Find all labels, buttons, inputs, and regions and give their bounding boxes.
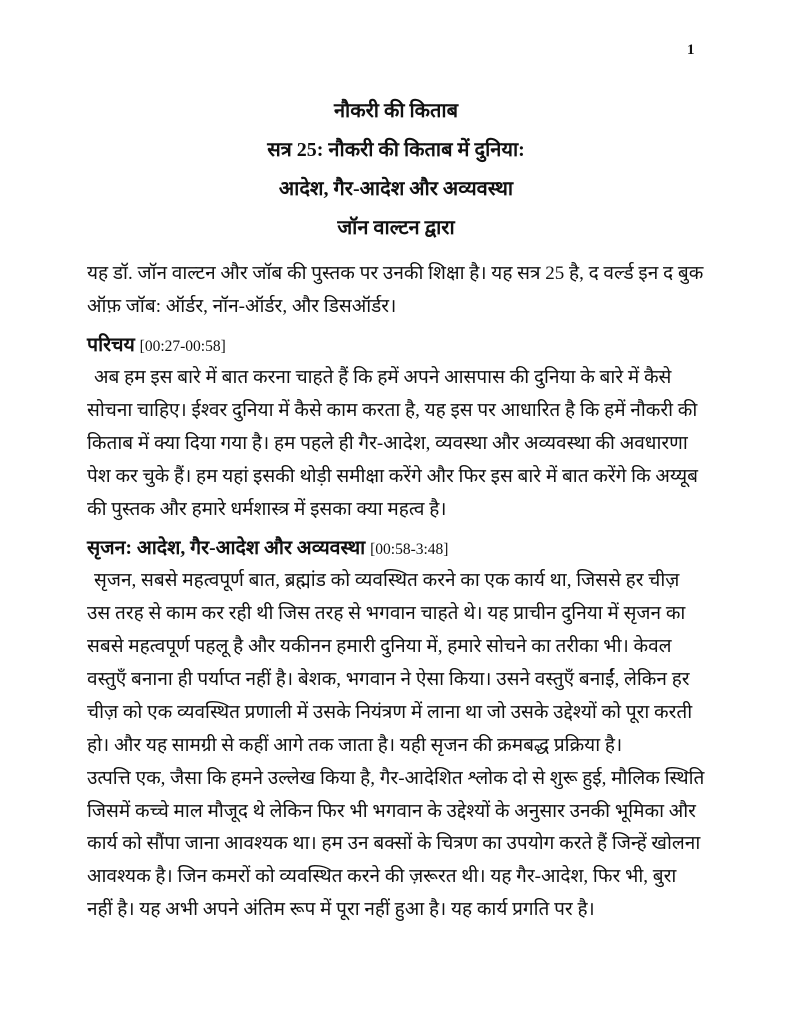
section-timestamp: [00:58-3:48] (370, 540, 449, 558)
section-heading-text: सृजन: आदेश, गैर-आदेश और अव्यवस्था (87, 537, 366, 559)
creation-paragraph-1: सृजन, सबसे महत्वपूर्ण बात, ब्रह्मांड को व्यवस्थित करने का एक कार्य था, जिससे हर चीज़ उस तरह से काम कर रही थी जिस तरह से भगवान चाहते थे। यह प्राचीन दुनिया में सृजन का सबसे महत्वपूर्ण पहलू है और यकीनन हमारी दुनिया में, हमारे सोचने का तरीका भी। केवल वस्तुएँ बनाना ही पर्याप्त नहीं है। बेशक, भगवान ने ऐसा किया। उसने वस्तुएँ बनाईं, लेकिन हर चीज़ को एक व्यवस्थित प्रणाली में उसके नियंत्रण में लाना था जो उसके उद्देश्यों को पूरा करती हो। और यह सामग्री से कहीं आगे तक जाता है। यही सृजन की क्रमबद्ध प्रक्रिया है। (87, 570, 693, 756)
creation-paragraph-2: उत्पत्ति एक, जैसा कि हमने उल्लेख किया है, गैर-आदेशित श्लोक दो से शुरू हुई, मौलिक स्थिति जिसमें कच्चे माल मौजूद थे लेकिन फिर भी भगवान के उद्देश्यों के अनुसार उनकी भूमिका और कार्य को सौंपा जाना आवश्यक था। हम उन बक्सों के चित्रण का उपयोग करते हैं जिन्हें खोलना आवश्यक है। जिन कमरों को व्यवस्थित करने की ज़रूरत थी। यह गैर-आदेश, फिर भी, बुरा नहीं है। यह अभी अपने अंतिम रूप में पूरा नहीं हुआ है। यह कार्य प्रगति पर है। (87, 767, 705, 921)
section-heading-text: परिचय (87, 334, 135, 356)
introduction-paragraph: अब हम इस बारे में बात करना चाहते हैं कि हमें अपने आसपास की दुनिया के बारे में कैसे सोचना चाहिए। ईश्वर दुनिया में कैसे काम करता है, यह इस पर आधारित है कि हमें नौकरी की किताब में क्या दिया गया है। हम पहले ही गैर-आदेश, व्यवस्था और अव्यवस्था की अवधारणा पेश कर चुके हैं। हम यहां इसकी थोड़ी समीक्षा करेंगे और फिर इस बारे में बात करेंगे कि अय्यूब की पुस्तक और हमारे धर्मशास्त्र में इसका क्या महत्व है। (87, 367, 698, 520)
document-title-line-3: आदेश, गैर-आदेश और अव्यवस्था (278, 178, 514, 200)
document-title-line-2: सत्र 25: नौकरी की किताब में दुनिया: (267, 139, 525, 161)
section-heading-creation (87, 532, 705, 566)
title-block (87, 92, 705, 248)
document-author-line: जॉन वाल्टन द्वारा (337, 217, 455, 239)
section-heading-introduction (87, 329, 705, 363)
section-timestamp: [00:27-00:58] (139, 337, 226, 355)
page-number: 1 (687, 42, 695, 58)
intro-paragraph: यह डॉ. जॉन वाल्टन और जॉब की पुस्तक पर उनकी शिक्षा है। यह सत्र 25 है, द वर्ल्ड इन द बुक ऑफ़ जॉब: ऑर्डर, नॉन-ऑर्डर, और डिसऑर्डर। (87, 263, 704, 317)
document-title-line-1: नौकरी की किताब (333, 100, 459, 122)
